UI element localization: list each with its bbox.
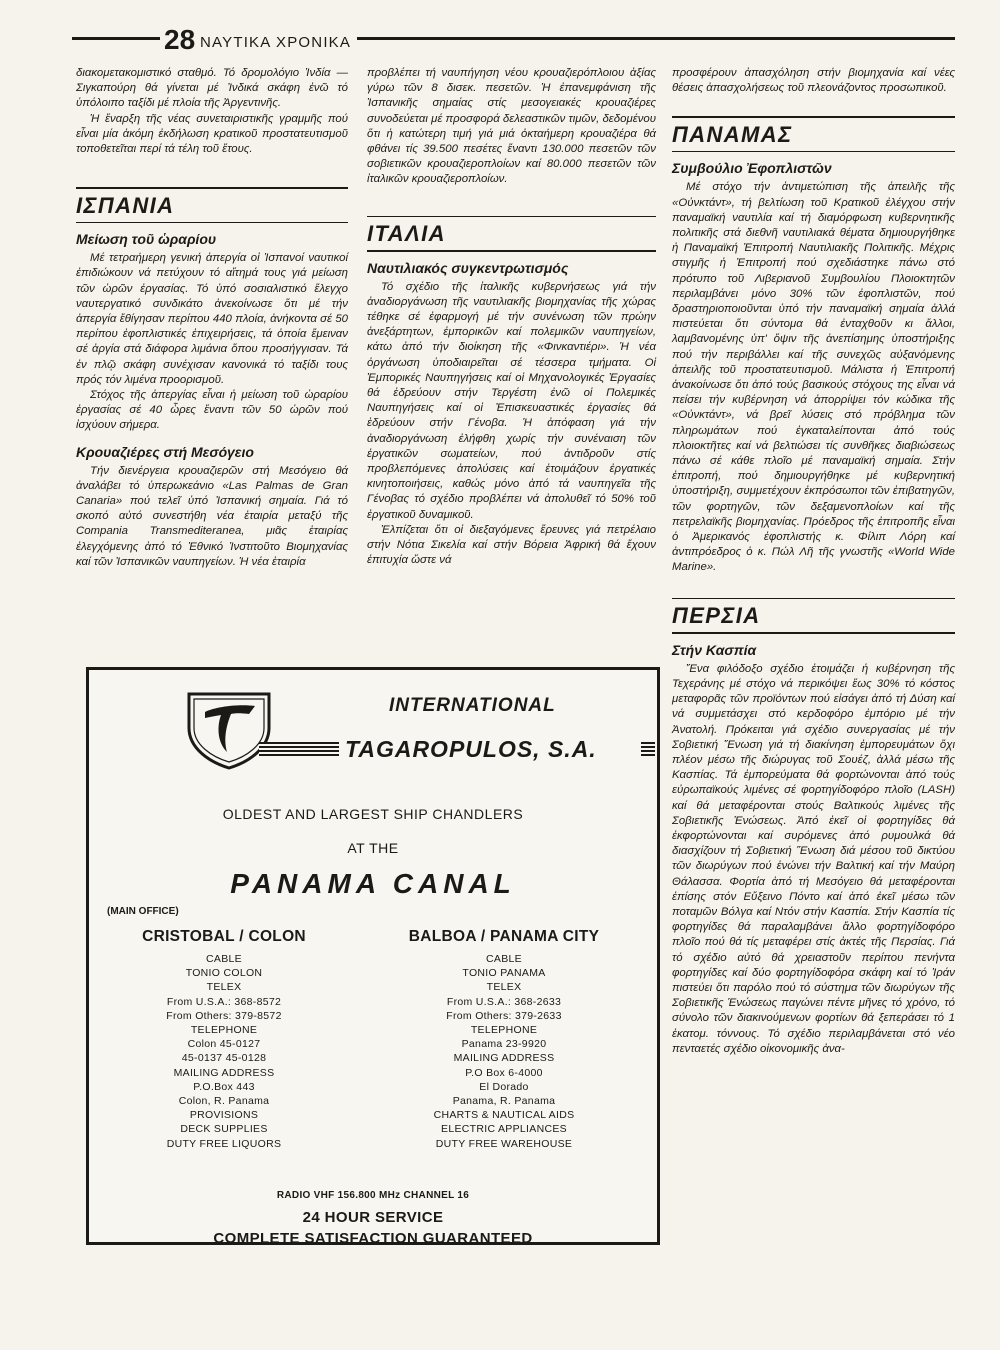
section-underline [367, 250, 656, 252]
office-line: TONIO COLON [185, 967, 263, 980]
ad-striped-bar-left [259, 742, 339, 757]
ad-company-name: TAGAROPULOS, S.A. [345, 736, 597, 762]
column-2 [367, 66, 656, 568]
italy-paragraph-1: Τό σχέδιο τῆς ἰταλικῆς κυβερνήσεως γιά τήν ἀναδιοργάνωση τῆς ναυτιλιακῆς βιομηχανίας τῆς χώρας τέθηκε σέ ἐφαρμογή μέ τήν συνένωση τῶν πρώην ἀνεξάρτητων, ἐμπορικῶν καί πολεμικῶν ναυπηγείων, κάτω ἀπό τήν διοίκηση τῆς «Φινκαντιέρι». Ἡ νέα ὀργάνωση ὑποδιαιρεῖται σέ τέσσερα τμήματα. Οἱ Ἐμπορικές Ναυπηγήσεις καί οἱ Μηχανολογικές Ἐργασίες θά ἑδρεύουν στήν Τεργέστη ἐνῶ οἱ Πολεμικές Ναυπηγήσεις καί οἱ Ἐπισκευαστικές ἐργασίες θά ἑδρεύουν στήν Γένοβα. Ἡ ἀπόφαση γιά τήν ἀναδιοργάνωση ἐλήφθη χωρίς τήν συνέναιση τῶν ἐργατικῶν σωματείων, πού ἀντιδροῦν στίς προβλεπόμενες ἀπολύσεις καί ἑτοιμάζουν ἐργατικές κινητοποιήσεις, καθώς μόνο ἀπό τά ναυπηγεῖα τῆς Γένοβας τό σχέδιο προβλέπει νά ἀπολυθεῖ τό 50% τοῦ ἐργατικοῦ δυναμικοῦ. [367, 280, 656, 521]
ad-radio-channel: RADIO VHF 156.800 MHz CHANNEL 16 [276, 1190, 470, 1201]
office-city: BALBOA / PANAMA CITY [408, 928, 600, 945]
spain-paragraph-1: Μέ τετραήμερη γενική ἀπεργία οἱ Ἰσπανοί ναυτικοί ἐπιδιώκουν νά πετύχουν τό αἴτημά τους γιά μείωση τῶν ὡρῶν ἐργασίας. Τό ὑπό σοσιαλιστικό ἔλεγχο ναυτεργατικό συνδικάτο ἀνεκοίνωσε ὅτι μέ τήν ἀπεργία ἔθίγησαν περίπου 440 πλοία, ἀνήκοντα σέ 50 περίπου ἐφοπλιστικές ἐπιχειρήσεις, τά ὁποία ἔμειναν σέ ἀργία στά διάφορα λιμάνια ὅπου προσήγγισαν. Τά ἐν πλῷ σκάφη συνέχισαν κανονικά τό ταξίδι τους πρός τόν λιμένα προορισμοῦ. [76, 252, 348, 386]
magazine-title: ΝΑΥΤΙΚΑ ΧΡΟΝΙΚΑ [200, 34, 352, 51]
col3-continuation-paragraph: προσφέρουν ἀπασχόληση στήν βιομηχανία καί νέες θέσεις ἀπασχολήσεως τοῦ πλεονάζοντος προσωπικοῦ. [672, 67, 955, 95]
spain-paragraph-2: Στόχος τῆς ἀπεργίας εἶναι ἡ μείωση τοῦ ὡραρίου ἐργασίας σέ 40 ὧρες ἔναντι τῶν 50 ὡρῶν πού ἰσχύουν σήμερα. [76, 389, 348, 432]
office-line: TELEPHONE [190, 1024, 258, 1037]
office-line: MAILING ADDRESS [173, 1066, 275, 1079]
header-rule-left [72, 37, 160, 40]
office-line: P.O Box 6-4000 [465, 1066, 543, 1079]
office-line: Colon, R. Panama [178, 1095, 270, 1108]
col1-intro-paragraph-2: Ἡ ἔναρξη τῆς νέας συνεταιριστικῆς γραμμῆς πού εἶναι μία ἀκόμη ἐκδήλωση κρατικοῦ προστατευτισμοῦ τοποθετεῖται περί τά τέλη τοῦ ἔτους. [76, 112, 348, 156]
subheading-shipowners-council: Συμβούλιο Ἐφοπλιστῶν [672, 160, 832, 177]
office-line: From U.S.A.: 368-8572 [166, 995, 282, 1008]
office-line: TELEX [486, 981, 522, 994]
section-underline [672, 632, 955, 634]
ad-panama-canal: PANAMA CANAL [230, 868, 516, 899]
tagaropulos-advertisement [86, 667, 660, 1245]
section-rule [367, 216, 656, 218]
subheading-caspian: Στήν Κασπία [672, 641, 757, 658]
section-heading-spain: ΙΣΠΑΝΙΑ [76, 192, 175, 218]
office-line: Panama 23-9920 [461, 1038, 547, 1051]
office-line: DUTY FREE WAREHOUSE [435, 1137, 573, 1150]
ad-tagline: OLDEST AND LARGEST SHIP CHANDLERS [222, 806, 524, 822]
ad-satisfaction-guaranteed: COMPLETE SATISFACTION GUARANTEED [213, 1230, 533, 1247]
header-rule-right [357, 37, 955, 40]
office-line: 45-0137 45-0128 [181, 1052, 267, 1065]
ad-24-hour-service: 24 HOUR SERVICE [302, 1209, 444, 1226]
office-line: PROVISIONS [189, 1109, 259, 1122]
office-line: MAILING ADDRESS [453, 1052, 555, 1065]
ad-office-balboa [379, 928, 629, 1151]
column-3 [672, 66, 955, 1057]
spain-paragraph-3: Τήν διενέργεια κρουαζιερῶν στή Μεσόγειο θά ἀναλάβει τό ὑπερωκεάνιο «Las Palmas de Gran Canaria» πού τελεῖ ὑπό Ἰσπανική σημαία. Γιά τό σκοπό αὐτό συνεστήθη νέα ἑταιρία μεταξύ τῆς Compania Transmediteranea, μιᾶς ἑταιρίας ἐλεγχόμενης ἀπό τό Ἐθνικό Ἰνστιτοῦτο Βιομηχανίας καί τῶν Ἰσπανικῶν ναυπηγείων. Ἡ νέα ἑταιρία [76, 464, 348, 568]
office-city: CRISTOBAL / COLON [142, 928, 306, 945]
office-line: CABLE [206, 953, 242, 965]
tagaropulos-shield-logo-icon [183, 690, 275, 770]
office-line: TONIO PANAMA [462, 967, 546, 980]
section-heading-persia: ΠΕΡΣΙΑ [672, 603, 761, 629]
office-line: Colon 45-0127 [187, 1038, 261, 1051]
section-underline [672, 151, 955, 153]
section-rule [76, 187, 348, 189]
office-line: CABLE [486, 953, 522, 965]
column-1 [76, 66, 348, 570]
ad-main-office-label: (MAIN OFFICE) [107, 906, 179, 917]
italy-paragraph-2: Ἐλπίζεται ὅτι οἱ διεξαγόμενες ἔρευνες γιά πετρέλαιο στήν Νότια Σικελία καί στήν Βόρεια Ἀφρική θά ἔχουν ἐπιτυχία ὥστε νά [367, 523, 656, 567]
office-line: DECK SUPPLIES [180, 1123, 268, 1136]
ad-international-title: INTERNATIONAL [389, 695, 556, 716]
ad-office-cristobal [99, 928, 349, 1151]
office-line: TELEPHONE [470, 1024, 538, 1037]
office-line: From Others: 379-2633 [446, 1009, 562, 1022]
page-number: 28 [164, 24, 196, 55]
office-line: DUTY FREE LIQUORS [166, 1137, 282, 1150]
subheading-shipping-centralization: Ναυτιλιακός συγκεντρωτισμός [367, 259, 569, 276]
office-line: P.O.Box 443 [193, 1080, 255, 1093]
office-line: TELEX [206, 981, 242, 994]
section-rule [672, 598, 955, 600]
section-rule [672, 116, 955, 118]
section-heading-italy: ΙΤΑΛΙΑ [367, 221, 446, 247]
col1-intro-paragraph-1: διακομετακομιστικό σταθμό. Τό δρομολόγιο Ἰνδία — Σιγκαπούρη θά γίνεται μέ Ἰνδικά σκάφη ἐνῶ τό ὑπόλοιπο ταξίδι μέ πλοία τῆς Ἀργεντινῆς. [76, 67, 348, 110]
office-line: ELECTRIC APPLIANCES [441, 1123, 567, 1136]
office-line: Panama, R. Panama [452, 1095, 556, 1108]
ad-striped-bar-right [641, 742, 655, 757]
subheading-hours-reduction: Μείωση τοῦ ὡραρίου [76, 231, 217, 248]
persia-paragraph-1: Ἕνα φιλόδοξο σχέδιο ἑτοιμάζει ἡ κυβέρνηση τῆς Τεχεράνης μέ στόχο νά περικόψει ἕως 30% τό κόστος μεταφορᾶς τῶν προϊόντων πού εἰσάγει ἀπό τή Δύση καί νά συμμετάσχει στό κερδοφόρο ἐμπόριο μέ τήν Ἀνατολή. Πρόκειται γιά σχέδιο συνεργασίας μέ τήν Σοβιετική Ἕνωση γιά τή διακίνηση ἐμπορευμάτων ὄχι πλέον μέσω τῆς διώρυγας τοῦ Σουέζ, ἀλλά μέσω τῆς Κασπίας. Τά ἐμπορεύματα θά φορτώνονται ἀπό τούς εὐρωπαϊκούς λιμένες σέ φορτηγίδοφόρο πλοῖο (LASH) καί θά μεταφέρονται στούς Βαλτικούς λιμένες τῆς Σοβιετικῆς Ἑνώσεως. Ἀπό ἐκεῖ οἱ φορτηγίδες θά ἐκφορτώνονται καί συρόμενες ἀπό ρυμουλκά θά διασχίζουν τή Σοβιετική Ἕνωση διά μέσου τοῦ δικτύου τῶν διωρύγων πού ἑνώνει τήν Βαλτική καί τήν Μαύρη Θάλασσα. Φορτία ἀπό τή Μεσόγειο θά μεταφέρονται ἐπίσης στόν Εὔξεινο Πόντο καί ἀπό ἐκεῖ μέσω τῶν ποταμῶν Βόλγα καί Ντόν στήν Κασπία. Στήν Κασπία τίς φορτηγίδες θά παραλαμβάνει ἄλλο φορτηγίδοφόρο πλοῖο πού θά τίς μεταφέρει στίς ἀκτές τῆς Περσίας. Γιά τό σχέδιο αὐτό θά χρειαστοῦν περίπου πενήντα φορτηγίδες καί δύο φορτηγίδοφόρα σκάφη καί τό Ἰράν πιστεύει ὅτι παρόλο πού τό σύστημα τῶν διωρύγων τῆς Σοβιετικῆς Ἑνώσεως παγώνει πέντε μῆνες τό χρόνο, τό σύνολο τῶν διακινούμενων φορτίων θά ξεπεράσει τό 1 ἑκατομ. τόννους. Τό σχέδιο περιλαμβάνεται στό νέο πενταετές σχέδιο οἰκονομικῆς ἀνα- [672, 662, 955, 1055]
ad-at-the: AT THE [347, 840, 399, 856]
col2-continuation-paragraph: προβλέπει τή ναυπήγηση νέου κρουαζιερόπλοιου ἀξίας γύρω τῶν 8 δισεκ. πεσετῶν. Ἡ ἐπανεμφάνιση τῆς Ἰσπανικῆς σημαίας στίς μεσογειακές κρουαζιέρες συνοδεύεται μέ προσφορά δελεαστικῶν τιμῶν, δεδομένου ὅτι ἡ κατώτερη τιμή γιά μιά ὀκταήμερη κρουαζιέρα θά φθάνει τίς 39.500 πεσέτες ἔναντι 130.000 πεσετῶν τῶν σοβιετικῶν κρουαζιεροπλοίων καί 80.000 πεσετῶν τῶν ἰταλικῶν κρουαζιεροπλοίων. [367, 67, 656, 186]
section-underline [76, 222, 348, 224]
office-line: El Dorado [479, 1080, 529, 1093]
office-line: From Others: 379-8572 [166, 1009, 282, 1022]
section-heading-panama: ΠΑΝΑΜΑΣ [672, 121, 793, 147]
office-line: CHARTS & NAUTICAL AIDS [433, 1109, 575, 1122]
panama-paragraph-1: Μέ στόχο τήν ἀντιμετώπιση τῆς ἀπειλῆς τῆς «Οὐνκτάντ», τή βελτίωση τοῦ Κρατικοῦ ἐλέγχου στήν παναμαϊκή ναυτιλία καί τή διαμόρφωση κυβερνητικῆς πολιτικῆς στά διεθνῆ ναυτιλιακά θέματα δημιουργήθηκε ἡ Παναμαϊκή Ἐπιτροπή Ναυτιλιακῆς Πολιτικῆς. Μέχρις στιγμῆς ἡ Ἐπιτροπή πού σχεδιάστηκε πάνω στό πρότυπο τοῦ Λιβεριανοῦ Συμβουλίου Πλοιοκτητῶν περιλαμβάνει μόνο 30% τῶν ἐφοπλιστῶν, πού δραστηριοποιοῦνται ὑπό τήν παναμαϊκή σημαία ἀλλά πιστεύεται ὅτι σύντομα θά ἐνταχθοῦν κι ἄλλοι, λαμβανομένης ὑπ' ὄψιν τῆς ἀνεπίσημης ὑποστήριξης πού τήν περιβάλλει καί τῆς συνεχῶς αὐξανόμενης ἀπειλῆς τοῦ προστατευτισμοῦ. Μάλιστα ἡ Ἐπιτροπή ἀνακοίνωσε ὅτι ἀπό τούς βασικούς στόχους της εἶναι νά πείσει τήν κυβέρνηση νά ἀπορρίψει τόν κώδικα τῆς «Οὐνκτάντ», νά βρεῖ λύσεις στό πρόβλημα τῶν πληρωμάτων πού ἐγκαταλείπονται ἀπό τούς πλοιοκτῆτες καί νά βελτιώσει τίς συνθῆκες διαβιώσεως πάνω σέ κάθε πλοῖο μέ παναμαϊκή σημαία. Στήν ἐπιτροπή, πού δημιουργήθηκε μέ κυβερνητική ὑποστήριξη, συμμετέχουν ἐκπρόσωποι τῶν ἐπιβατηγῶν, τῶν φορτηγῶν, τῶν δεξαμενοπλοίων καί τῆς πετρελαϊκῆς βιομηχανίας. Πρόεδρος τῆς ἐπιτροπῆς εἶναι ὁ Ἀμερικανός ἐφοπλιστής κ. Φίλιπ Λόρη καί ἀντιπρόεδρος ὁ κ. Πώλ Λῆ τῆς γνωστῆς «World Wide Marine». [672, 181, 955, 574]
subheading-mediterranean-cruises: Κρουαζιέρες στή Μεσόγειο [76, 443, 254, 460]
office-line: From U.S.A.: 368-2633 [446, 995, 562, 1008]
